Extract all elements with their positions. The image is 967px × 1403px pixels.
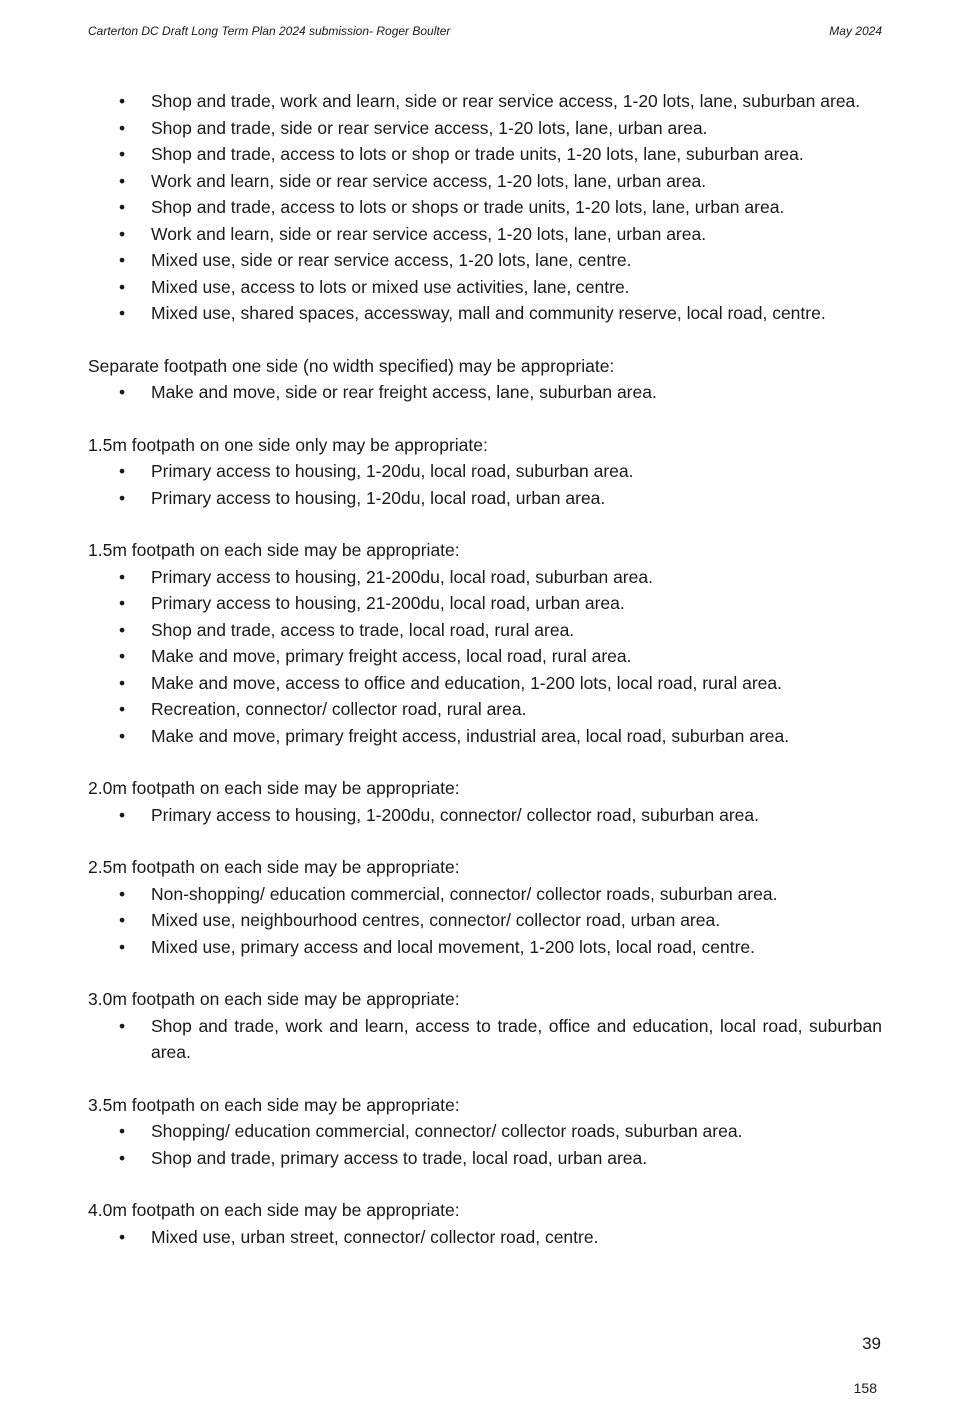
section-heading: Separate footpath one side (no width specified) may be appropriate:	[88, 355, 615, 376]
section-bullet-list	[88, 1224, 882, 1251]
list-item	[88, 115, 882, 142]
footpath-sections	[88, 353, 882, 1251]
list-item	[88, 1224, 882, 1251]
bullet-icon: •	[119, 699, 126, 719]
footpath-section	[88, 986, 882, 1066]
list-item	[88, 802, 882, 829]
list-item-text: Shop and trade, access to trade, local road, rural area.	[151, 619, 575, 640]
list-item	[88, 458, 882, 485]
footpath-section	[88, 854, 882, 960]
section-heading: 2.5m footpath on each side may be appropriate:	[88, 857, 460, 877]
bullet-icon: •	[119, 804, 126, 825]
list-item	[88, 194, 882, 221]
list-item	[88, 141, 882, 168]
list-item	[88, 723, 882, 750]
list-item	[88, 617, 882, 644]
bullet-icon: •	[119, 883, 126, 904]
bullet-icon: •	[119, 1226, 126, 1247]
section-heading: 1.5m footpath on each side may be appropriate:	[88, 540, 460, 560]
list-item-text: Mixed use, access to lots or mixed use activities, lane, centre.	[151, 276, 630, 297]
section-heading: 4.0m footpath on each side may be appropriate:	[88, 1200, 460, 1220]
list-item	[88, 379, 882, 406]
section-heading: 3.5m footpath on each side may be appropriate:	[88, 1094, 460, 1115]
section-heading: 3.0m footpath on each side may be appropriate:	[88, 989, 460, 1009]
list-item-text: Mixed use, neighbourhood centres, connector/ collector road, urban area.	[151, 910, 721, 930]
list-item	[88, 881, 882, 908]
section-heading: 2.0m footpath on each side may be appropriate:	[88, 778, 460, 798]
bullet-icon: •	[119, 170, 126, 191]
footpath-section	[88, 432, 882, 512]
section-bullet-list	[88, 1118, 882, 1171]
bullet-icon: •	[119, 303, 126, 323]
list-item-text: Mixed use, side or rear service access, 1-20 lots, lane, centre.	[151, 250, 632, 270]
bullet-icon: •	[119, 910, 126, 930]
list-item-text: Shop and trade, side or rear service access, 1-20 lots, lane, urban area.	[151, 117, 708, 138]
list-item-text: Work and learn, side or rear service access, 1-20 lots, lane, urban area.	[151, 170, 707, 191]
list-item-text: Non-shopping/ education commercial, connector/ collector roads, suburban area.	[151, 883, 778, 904]
list-item-text: Make and move, primary freight access, local road, rural area.	[151, 646, 632, 666]
bullet-icon: •	[119, 250, 126, 270]
list-item-text: Make and move, access to office and education, 1-200 lots, local road, rural area.	[151, 672, 783, 693]
section-bullet-list	[88, 458, 882, 511]
bullet-icon: •	[119, 725, 126, 746]
list-item	[88, 221, 882, 248]
list-item	[88, 934, 882, 961]
bullet-icon: •	[119, 646, 126, 666]
bullet-icon: •	[119, 91, 126, 111]
list-item-text: Make and move, primary freight access, industrial area, local road, suburban area.	[151, 725, 790, 746]
intro-bullet-list	[88, 88, 882, 327]
bullet-icon: •	[119, 619, 126, 640]
footpath-section	[88, 1197, 882, 1250]
list-item	[88, 300, 882, 327]
bullet-icon: •	[119, 672, 126, 693]
list-item	[88, 274, 882, 301]
bullet-icon: •	[119, 144, 126, 164]
list-item-text: Shop and trade, work and learn, access to trade, office and education, local road, suburban area.	[151, 1015, 882, 1062]
bullet-icon: •	[119, 1121, 126, 1141]
bullet-icon: •	[119, 382, 126, 402]
section-bullet-list	[88, 1013, 882, 1066]
list-item	[88, 907, 882, 934]
list-item	[88, 1118, 882, 1145]
list-item-text: Primary access to housing, 1-20du, local road, suburban area.	[151, 461, 634, 481]
footpath-section	[88, 1092, 882, 1172]
list-item	[88, 1013, 882, 1066]
footpath-section	[88, 353, 882, 406]
document-title: Carterton DC Draft Long Term Plan 2024 submission- Roger Boulter	[88, 24, 451, 38]
bullet-icon: •	[119, 593, 126, 613]
list-item	[88, 247, 882, 274]
list-item	[88, 590, 882, 617]
bullet-icon: •	[119, 1015, 126, 1036]
bullet-icon: •	[119, 461, 126, 481]
section-bullet-list	[88, 564, 882, 750]
page-header	[88, 24, 882, 38]
section-heading: 1.5m footpath on one side only may be appropriate:	[88, 434, 488, 455]
list-item	[88, 564, 882, 591]
list-item-text: Shop and trade, primary access to trade, local road, urban area.	[151, 1147, 648, 1168]
list-item-text: Primary access to housing, 1-20du, local road, urban area.	[151, 487, 606, 508]
list-item-text: Primary access to housing, 1-200du, connector/ collector road, suburban area.	[151, 804, 759, 825]
page-number: 39	[862, 1334, 881, 1353]
sheet-number: 158	[853, 1380, 877, 1396]
list-item-text: Mixed use, primary access and local movement, 1-200 lots, local road, centre.	[151, 936, 756, 957]
list-item	[88, 696, 882, 723]
list-item-text: Make and move, side or rear freight access, lane, suburban area.	[151, 382, 657, 402]
bullet-icon: •	[119, 1147, 126, 1168]
document-date: May 2024	[829, 24, 882, 38]
list-item	[88, 1145, 882, 1172]
bullet-icon: •	[119, 566, 126, 587]
list-item	[88, 88, 882, 115]
list-item-text: Mixed use, urban street, connector/ collector road, centre.	[151, 1226, 599, 1247]
section-bullet-list	[88, 802, 882, 829]
bullet-icon: •	[119, 276, 126, 297]
list-item-text: Shop and trade, work and learn, side or rear service access, 1-20 lots, lane, suburban area.	[151, 91, 861, 111]
list-item-text: Work and learn, side or rear service access, 1-20 lots, lane, urban area.	[151, 223, 707, 244]
list-item-text: Shop and trade, access to lots or shop or trade units, 1-20 lots, lane, suburban area.	[151, 144, 804, 164]
list-item-text: Primary access to housing, 21-200du, local road, suburban area.	[151, 566, 653, 587]
bullet-icon: •	[119, 487, 126, 508]
list-item-text: Shop and trade, access to lots or shops or trade units, 1-20 lots, lane, urban area.	[151, 197, 785, 217]
bullet-icon: •	[119, 197, 126, 217]
list-item-text: Primary access to housing, 21-200du, local road, urban area.	[151, 593, 625, 613]
list-item	[88, 168, 882, 195]
bullet-icon: •	[119, 223, 126, 244]
bullet-icon: •	[119, 117, 126, 138]
list-item	[88, 670, 882, 697]
footpath-section	[88, 775, 882, 828]
section-bullet-list	[88, 881, 882, 961]
list-item	[88, 643, 882, 670]
document-body	[88, 88, 882, 1250]
list-item-text: Recreation, connector/ collector road, rural area.	[151, 699, 527, 719]
list-item-text: Shopping/ education commercial, connector/ collector roads, suburban area.	[151, 1121, 743, 1141]
list-item	[88, 485, 882, 512]
section-bullet-list	[88, 379, 882, 406]
bullet-icon: •	[119, 936, 126, 957]
list-item-text: Mixed use, shared spaces, accessway, mall and community reserve, local road, centre.	[151, 303, 826, 323]
footpath-section	[88, 537, 882, 749]
